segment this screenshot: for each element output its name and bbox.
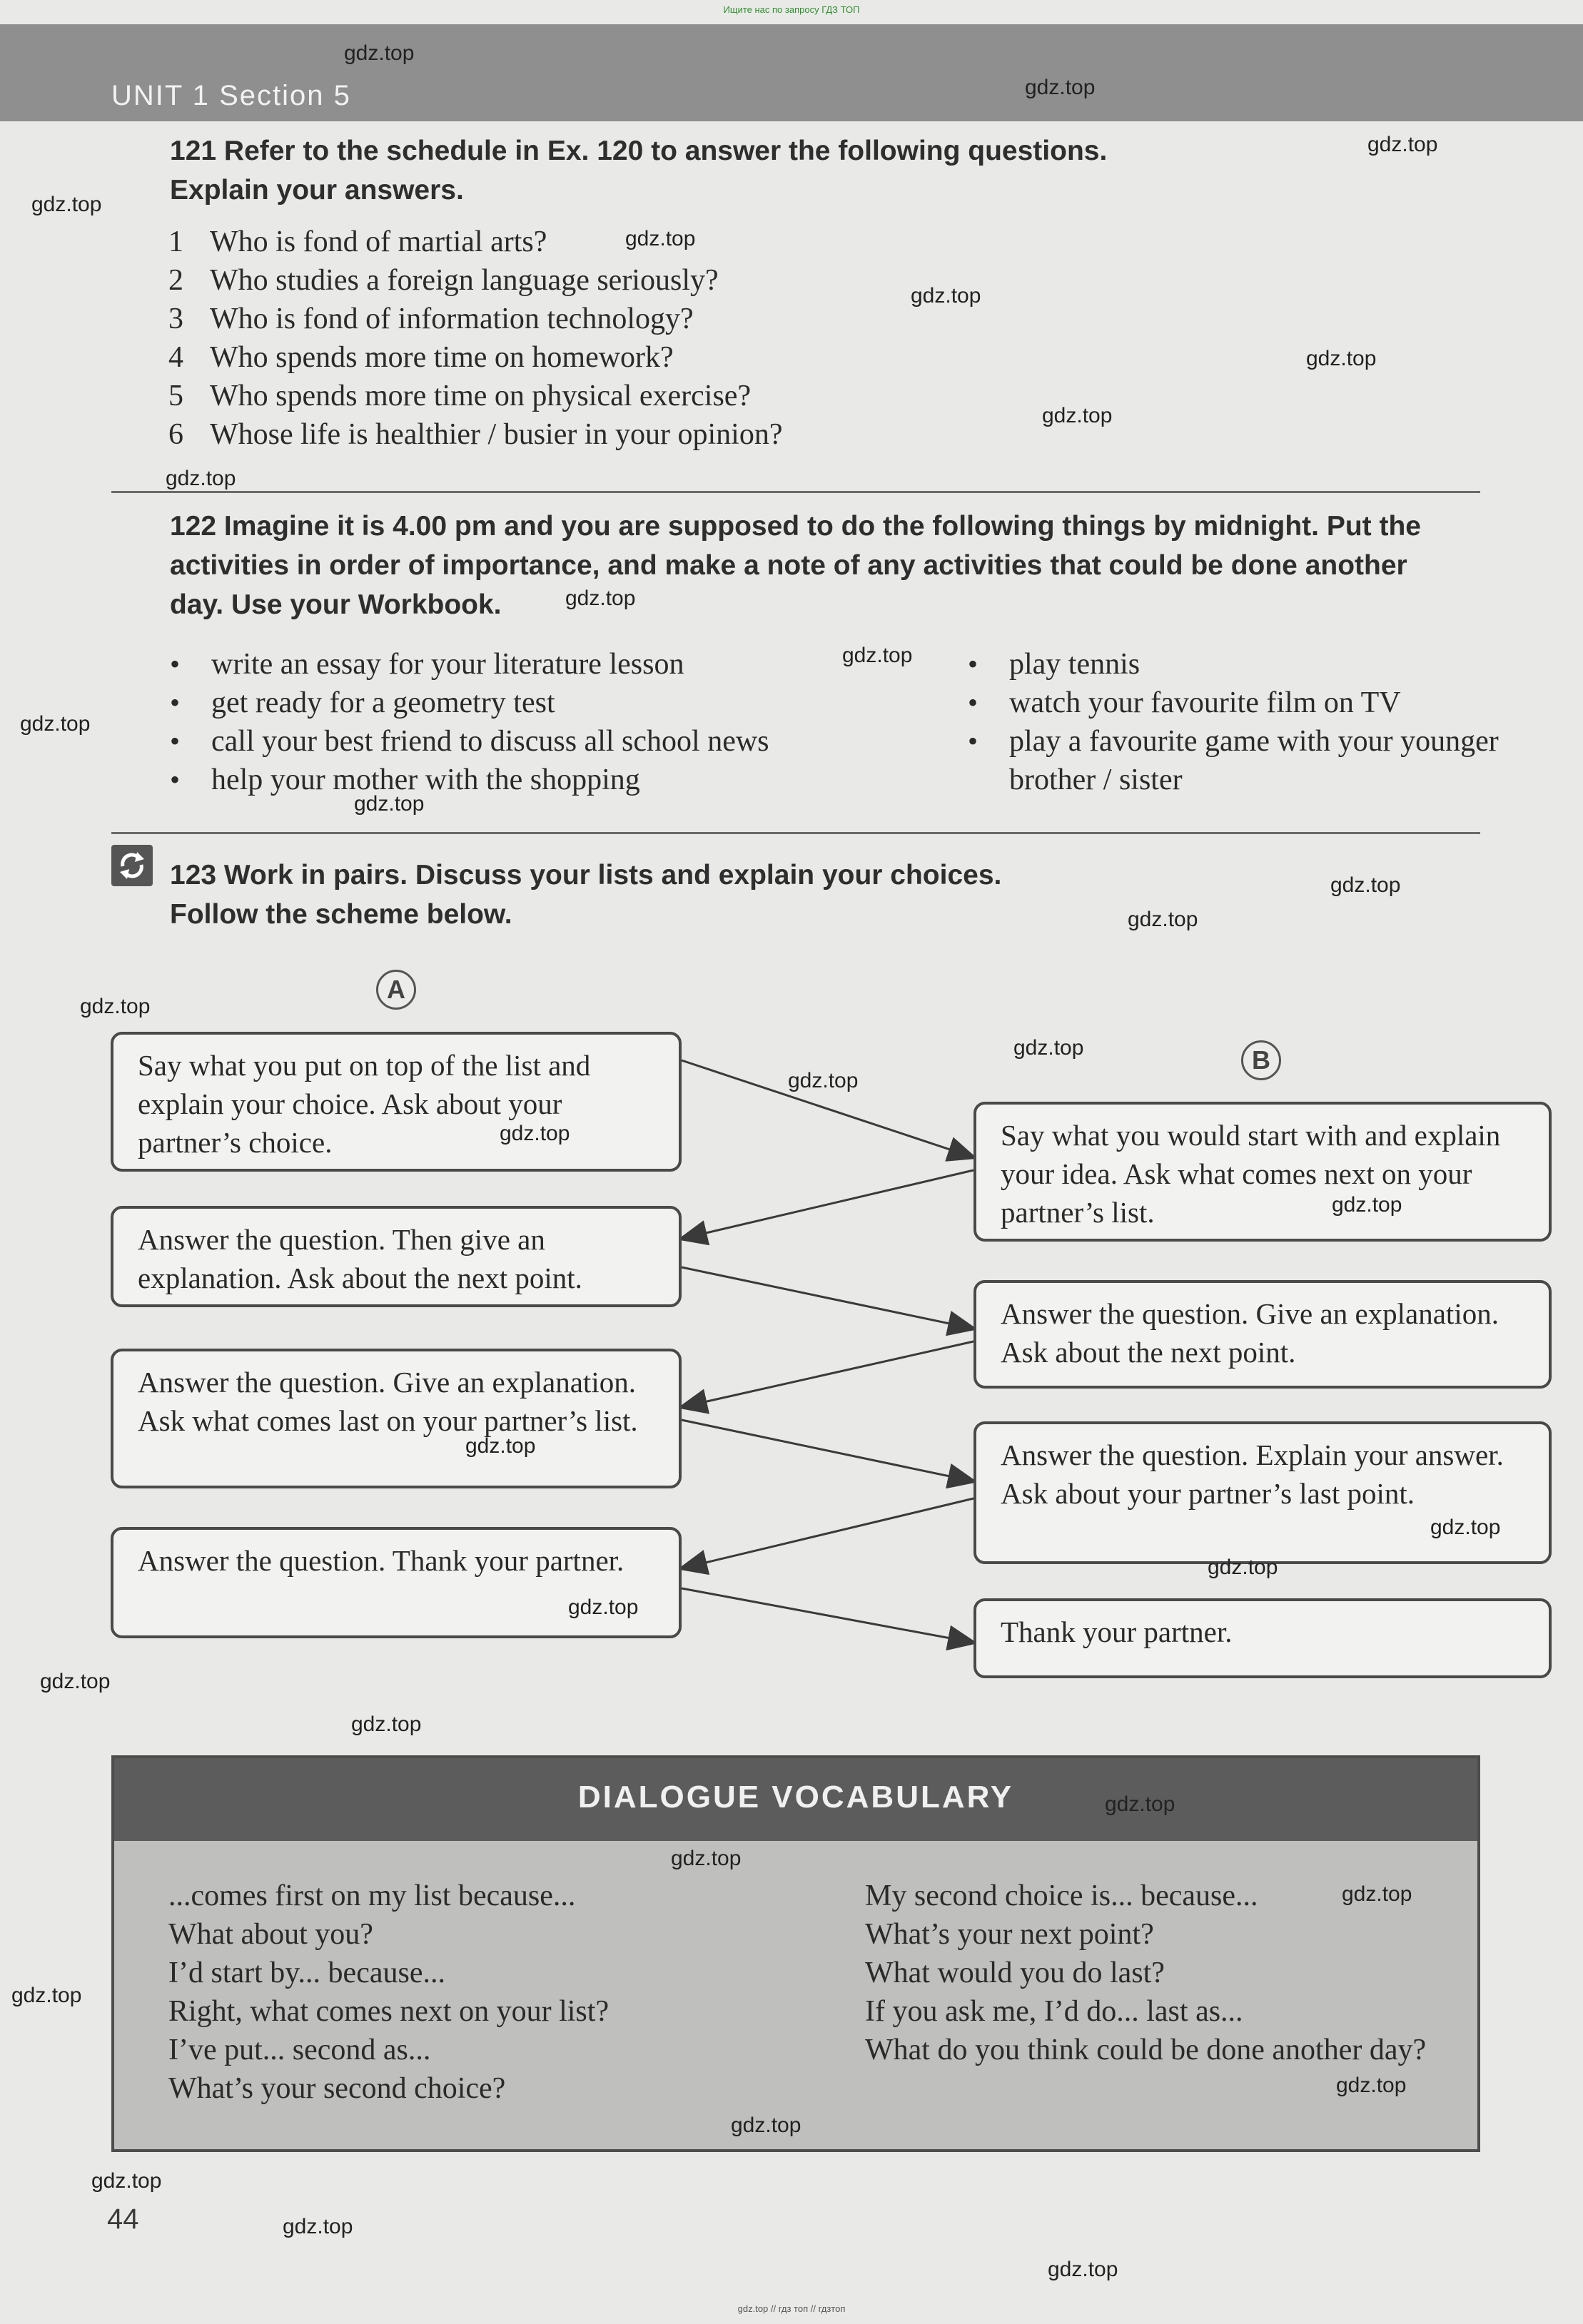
arrow-a2-b2 — [682, 1267, 973, 1329]
watermark: gdz.top — [91, 2169, 162, 2193]
a-step-2-box: Answer the question. Then give an explanation. Ask about the next point. — [111, 1206, 682, 1307]
ex122-title-line3: day. Use your Workbook. — [170, 589, 502, 620]
watermark: gdz.top — [1025, 76, 1096, 99]
watermark: gdz.top — [1336, 2074, 1407, 2097]
question-item: 4 Who spends more time on homework? — [168, 341, 674, 374]
b-step-3-box: Answer the question. Explain your answer. Ask about your partner’s last point. — [973, 1421, 1552, 1564]
ex123-title-line2: Follow the scheme below. — [170, 899, 512, 930]
ex122-title-line2: activities in order of importance, and make a note of any activities that could be done another — [170, 550, 1407, 581]
vocabulary-phrase: What’s your next point? — [865, 1918, 1154, 1951]
activity-item: • watch your favourite film on TV — [966, 684, 1552, 722]
vocabulary-phrase: What would you do last? — [865, 1957, 1165, 1989]
watermark: gdz.top — [565, 587, 636, 610]
vocabulary-left-list — [168, 1877, 811, 2108]
vocabulary-phrase: If you ask me, I’d do... last as... — [865, 1995, 1243, 2028]
a-step-1-box: Say what you put on top of the list and explain your choice. Ask about your partner’s choice. — [111, 1032, 682, 1172]
watermark: gdz.top — [1430, 1516, 1501, 1539]
watermark: gdz.top — [1048, 2258, 1118, 2281]
a-step-4-box: Answer the question. Thank your partner. — [111, 1527, 682, 1638]
watermark: gdz.top — [1367, 133, 1438, 156]
vocabulary-phrase: I’ve put... second as... — [168, 2034, 431, 2066]
activity-item: • play tennis — [966, 645, 1552, 684]
watermark: gdz.top — [1342, 1882, 1412, 1906]
activity-item: • play a favourite game with your younger brother / sister — [966, 722, 1552, 799]
watermark: gdz.top — [344, 41, 415, 65]
question-item: 5 Who spends more time on physical exercise? — [168, 380, 752, 412]
arrow-a4-b4 — [682, 1588, 973, 1643]
watermark: gdz.top — [671, 1847, 742, 1870]
vocabulary-phrase: My second choice is... because... — [865, 1879, 1258, 1912]
watermark: gdz.top — [1105, 1792, 1175, 1816]
arrow-b1-a2 — [682, 1170, 973, 1239]
watermark: gdz.top — [11, 1984, 82, 2007]
watermark: gdz.top — [283, 2215, 353, 2238]
watermark: gdz.top — [625, 227, 696, 250]
watermark: gdz.top — [568, 1595, 639, 1619]
vocabulary-phrase: ...comes first on my list because... — [168, 1879, 576, 1912]
activity-item: • call your best friend to discuss all school news — [168, 722, 954, 761]
vocabulary-phrase: I’d start by... because... — [168, 1957, 445, 1989]
page-number: 44 — [107, 2203, 139, 2235]
activity-item: • write an essay for your literature lesson — [168, 645, 954, 684]
vocabulary-phrase: What’s your second choice? — [168, 2072, 506, 2105]
watermark: gdz.top — [788, 1069, 859, 1092]
watermark: gdz.top — [354, 792, 425, 816]
vocabulary-phrase: Right, what comes next on your list? — [168, 1995, 610, 2028]
vocabulary-title: DIALOGUE VOCABULARY — [577, 1780, 1014, 1815]
watermark: gdz.top — [731, 2114, 801, 2137]
watermark: gdz.top — [166, 467, 236, 490]
ex123-title-line1: 123 Work in pairs. Discuss your lists and explain your choices. — [170, 860, 1002, 890]
watermark: gdz.top — [1330, 873, 1401, 897]
watermark: gdz.top — [31, 193, 102, 216]
watermark: gdz.top — [842, 644, 913, 667]
vocabulary-phrase: What do you think could be done another day? — [865, 2034, 1427, 2066]
watermark: gdz.top — [911, 284, 981, 308]
watermark: gdz.top — [465, 1434, 536, 1458]
b-step-4-box: Thank your partner. — [973, 1598, 1552, 1678]
top-search-note: Ищите нас по запросу ГДЗ ТОП — [723, 4, 860, 15]
watermark: gdz.top — [500, 1122, 570, 1145]
b-step-1-box: Say what you would start with and explain your idea. Ask what comes next on your partner’s list. — [973, 1102, 1552, 1242]
watermark: gdz.top — [1332, 1193, 1402, 1217]
ex121-title-line2: Explain your answers. — [170, 175, 464, 205]
bottom-note: gdz.top // гдз топ // гдзтоп — [737, 2303, 846, 2314]
question-item: 1 Who is fond of martial arts? — [168, 225, 547, 258]
activity-item: • get ready for a geometry test — [168, 684, 954, 722]
question-item: 3 Who is fond of information technology? — [168, 303, 694, 335]
speaker-b-label: B — [1241, 1040, 1281, 1080]
ex122-title-line1: 122 Imagine it is 4.00 pm and you are supposed to do the following things by midnight. Put the — [170, 511, 1422, 542]
ex121-title-line1: 121 Refer to the schedule in Ex. 120 to answer the following questions. — [170, 136, 1108, 166]
arrow-b2-a3 — [682, 1341, 973, 1407]
question-item: 2 Who studies a foreign language seriously? — [168, 264, 719, 297]
watermark: gdz.top — [40, 1670, 111, 1693]
watermark: gdz.top — [1013, 1036, 1084, 1060]
watermark: gdz.top — [1208, 1556, 1278, 1579]
question-item: 6 Whose life is healthier / busier in your opinion? — [168, 418, 783, 451]
vocabulary-phrase: What about you? — [168, 1918, 373, 1951]
watermark: gdz.top — [20, 712, 91, 736]
unit-title: UNIT 1 Section 5 — [111, 80, 351, 111]
watermark: gdz.top — [1306, 347, 1377, 370]
watermark: gdz.top — [1042, 404, 1113, 427]
arrow-a3-b3 — [682, 1420, 973, 1481]
watermark: gdz.top — [1128, 908, 1198, 931]
activity-item: • help your mother with the shopping — [168, 761, 954, 799]
watermark: gdz.top — [80, 995, 151, 1018]
speaker-a-label: A — [376, 970, 416, 1010]
a-step-3-box: Answer the question. Give an explanation. Ask what comes last on your partner’s list. — [111, 1349, 682, 1488]
watermark: gdz.top — [351, 1712, 422, 1736]
b-step-2-box: Answer the question. Give an explanation. Ask about the next point. — [973, 1280, 1552, 1389]
arrow-b3-a4 — [682, 1498, 973, 1568]
